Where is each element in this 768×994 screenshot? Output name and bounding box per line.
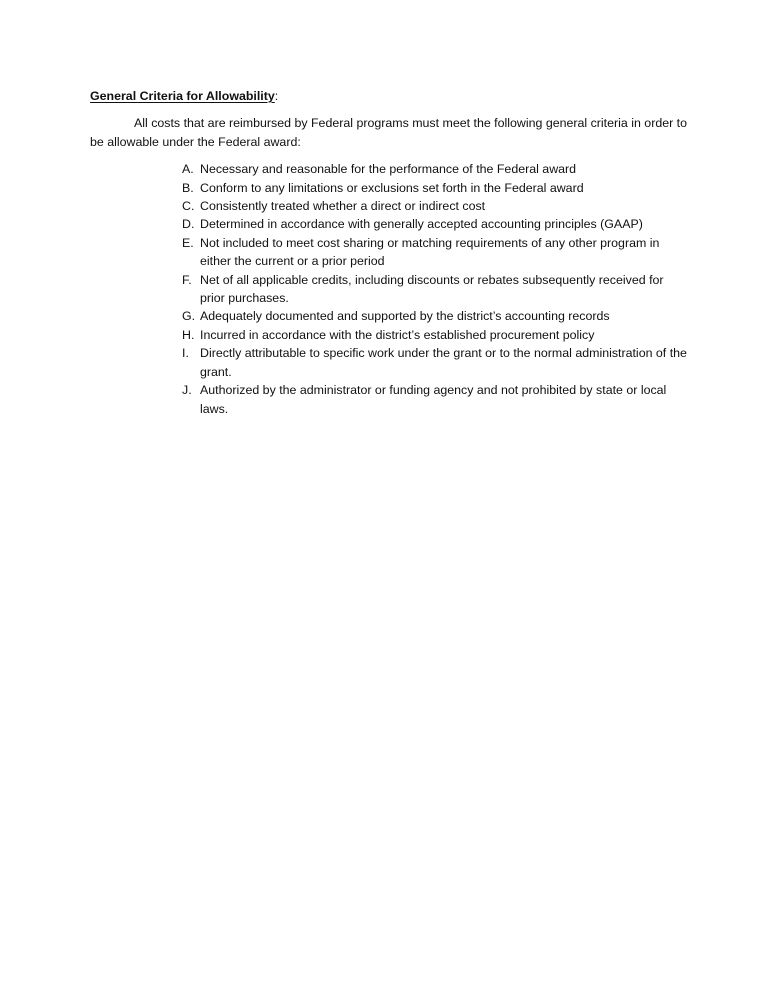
document-body <box>90 87 690 418</box>
criteria-item-f <box>182 271 690 308</box>
criteria-item-j <box>182 381 690 418</box>
criteria-item-g <box>182 307 690 325</box>
criteria-list <box>90 160 690 418</box>
criteria-letter: B. <box>182 180 194 195</box>
criteria-item-c <box>182 197 690 215</box>
criteria-text: Necessary and reasonable for the performance of the Federal award <box>200 162 577 177</box>
criteria-letter: E. <box>182 235 194 250</box>
criteria-letter: A. <box>182 162 194 177</box>
criteria-text: Authorized by the administrator or funding agency and not prohibited by state or local laws. <box>200 383 667 416</box>
criteria-text: Conform to any limitations or exclusions set forth in the Federal award <box>200 180 584 195</box>
criteria-text: Net of all applicable credits, including discounts or rebates subsequently received for prior purchases. <box>200 272 664 306</box>
criteria-text: Incurred in accordance with the district’s established procurement policy <box>200 327 595 342</box>
criteria-item-a <box>182 160 690 178</box>
criteria-text: Adequately documented and supported by the district’s accounting records <box>200 309 610 324</box>
criteria-letter: F. <box>182 272 192 287</box>
criteria-item-d <box>182 215 690 233</box>
criteria-text: Determined in accordance with generally accepted accounting principles (GAAP) <box>200 217 643 232</box>
section-title-colon: : <box>274 89 279 103</box>
criteria-text: Directly attributable to specific work under the grant or to the normal administration of the grant. <box>200 346 687 379</box>
criteria-item-i <box>182 344 690 381</box>
criteria-letter: I. <box>182 346 189 361</box>
criteria-item-e <box>182 234 690 271</box>
criteria-text: Consistently treated whether a direct or indirect cost <box>200 199 486 214</box>
criteria-item-b <box>182 179 690 197</box>
criteria-letter: J. <box>182 383 192 398</box>
section-title: General Criteria for Allowability <box>90 89 275 103</box>
section-heading <box>90 87 690 105</box>
intro-paragraph: All costs that are reimbursed by Federal programs must meet the following general criteria in order to be allowable under the Federal award: <box>90 116 688 149</box>
criteria-text: Not included to meet cost sharing or matching requirements of any other program in either the current or a prior period <box>200 235 660 269</box>
criteria-letter: C. <box>182 199 195 214</box>
criteria-letter: G. <box>182 309 196 324</box>
criteria-item-h <box>182 326 690 344</box>
criteria-letter: D. <box>182 217 195 232</box>
criteria-letter: H. <box>182 327 195 342</box>
